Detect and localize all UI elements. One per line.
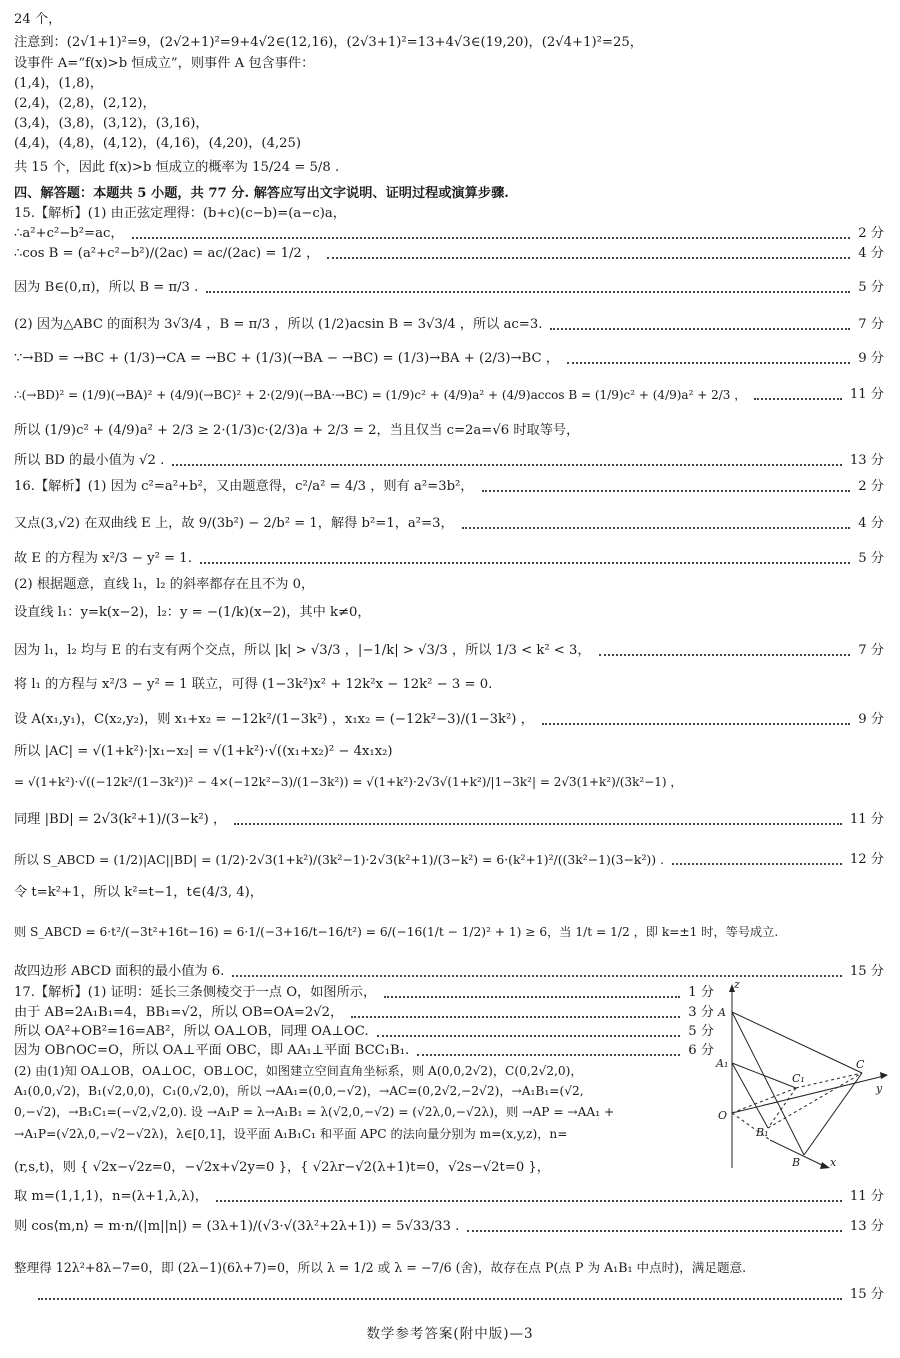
text-line: 设事件 A=“f(x)>b 恒成立”，则事件 A 包含事件： (14, 56, 315, 71)
edge-oc1 (732, 1088, 796, 1113)
text-line: →A₁P=(√2λ,0,−√2−√2λ)，λ∈[0,1]，设平面 A₁B₁C₁ 和平面 APC 的法向量分别为 m=(x,y,z)，n= (14, 1127, 568, 1141)
scored-line: 15 分 (38, 1285, 884, 1305)
text-line: 令 t=k²+1，所以 k²=t−1，t∈(4/3, 4)， (14, 885, 263, 900)
text-line: (4,4)，(4,8)，(4,12)，(4,16)，(4,20)，(4,25) (14, 136, 302, 151)
scored-line: (2) 因为△ABC 的面积为 3√3/4 ，B = π/3 ，所以 (1/2)acsin B = 3√3/4 ，所以 ac=3. 7 分 (14, 317, 884, 332)
edge-bc (804, 1073, 862, 1155)
text-line: A₁(0,0,√2)，B₁(√2,0,0)，C₁(0,√2,0)，所以 →AA₁=(0,0,−√2)，→AC=(0,2√2,−2√2)，→A₁B₁=(√2, (14, 1084, 584, 1098)
edge-b1c1 (768, 1088, 796, 1128)
edge-c1c (796, 1073, 862, 1088)
label-y: y (876, 1082, 883, 1095)
text-line: 则 S_ABCD = 6·t²/(−3t²+16t−16) = 6·1/(−3+16/t−16/t²) = 6/(−16(1/t − 1/2)² + 1) ≥ 6，当 1/t = 1/2 ，即 k=±1 时，等号成立. (14, 925, 779, 939)
scored-line: ∴cos B = (a²+c²−b²)/(2ac) = ac/(2ac) = 1/2 ， 4 分 (14, 246, 884, 261)
text-line: 0,−√2)，→B₁C₁=(−√2,√2,0). 设 →A₁P = λ→A₁B₁ = λ(√2,0,−√2) = (√2λ,0,−√2λ)，则 →AP = →AA₁ + (14, 1105, 615, 1119)
label-c1: C₁ (792, 1072, 805, 1085)
scored-line: 取 m=(1,1,1)，n=(λ+1,λ,λ)， 11 分 (14, 1189, 884, 1204)
scored-line: 同理 |BD| = 2√3(k²+1)/(3−k²) ， 11 分 (14, 812, 884, 827)
text-line: 设直线 l₁：y=k(x−2)，l₂：y = −(1/k)(x−2)，其中 k≠0， (14, 605, 371, 620)
text-line: 15.【解析】(1) 由正弦定理得：(b+c)(c−b)=(a−c)a， (14, 206, 346, 221)
text-line: (3,4)，(3,8)，(3,12)，(3,16)， (14, 116, 209, 131)
text-line: 所以 (1/9)c² + (4/9)a² + 2/3 ≥ 2·(1/3)c·(2/3)a + 2/3 = 2，当且仅当 c=2a=√6 时取等号， (14, 423, 580, 438)
text-line: 共 15 个，因此 f(x)>b 恒成立的概率为 15/24 = 5/8 . (14, 160, 340, 175)
scored-line: 设 A(x₁,y₁)，C(x₂,y₂)，则 x₁+x₂ = −12k²/(1−3k²) ，x₁x₂ = (−12k²−3)/(1−3k²) ， 9 分 (14, 712, 884, 727)
y-arrow-icon (880, 1072, 888, 1079)
scored-line: 故四边形 ABCD 面积的最小值为 6. 15 分 (14, 964, 884, 979)
text-line: = √(1+k²)·√((−12k²/(1−3k²))² − 4×(−12k²−3)/(1−3k²)) = √(1+k²)·2√3√(1+k²)/|1−3k²| = 2√3(1+k²)/(3k²−1) ， (14, 775, 683, 789)
text-line: 24 个， (14, 12, 62, 27)
scored-line: 所以 S_ABCD = (1/2)|AC||BD| = (1/2)·2√3(1+k²)/(3k²−1)·2√3(k²+1)/(3−k²) = 6·(k²+1)²/((3k²−1)(3−k²)) . 12 分 (14, 852, 884, 867)
label-c: C (856, 1058, 865, 1071)
label-o: O (718, 1109, 728, 1122)
scored-line: 又点(3,√2) 在双曲线 E 上，故 9/(3b²) − 2/b² = 1，解得 b²=1，a²=3， 4 分 (14, 516, 884, 531)
y-axis (732, 1076, 884, 1113)
label-b1: B₁ (756, 1126, 769, 1139)
frustum-figure (712, 978, 892, 1173)
scored-line: 因为 l₁，l₂ 均与 E 的右支有两个交点，所以 |k| > √3/3 ，|−1/k| > √3/3 ，所以 1/3 < k² < 3， 7 分 (14, 643, 884, 658)
scored-line: 16.【解析】(1) 因为 c²=a²+b²，又由题意得，c²/a² = 4/3 ，则有 a²=3b²， 2 分 (14, 479, 884, 494)
scored-line: ∴a²+c²−b²=ac， 2 分 (14, 226, 884, 241)
section-heading: 四、解答题：本题共 5 小题，共 77 分. 解答应写出文字说明、证明过程或演算步骤. (14, 186, 509, 201)
scored-line: ∴(→BD)² = (1/9)(→BA)² + (4/9)(→BC)² + 2·(2/9)(→BA·→BC) = (1/9)c² + (4/9)a² + (4/9)accos B = (1/9)c² + (4/9)a² + 2/3 ， 11 分 (14, 387, 884, 402)
scored-line: ∵→BD = →BC + (1/3)→CA = →BC + (1/3)(→BA − →BC) = (1/3)→BA + (2/3)→BC ， 9 分 (14, 351, 884, 366)
label-b: B (792, 1156, 801, 1169)
text-line: (2) 由(1)知 OA⊥OB，OA⊥OC，OB⊥OC，如图建立空间直角坐标系，则 A(0,0,2√2)，C(0,2√2,0)， (14, 1064, 583, 1078)
page-footer: 数学参考答案(附中版)—3 (366, 1326, 534, 1342)
scored-line: 由于 AB=2A₁B₁=4，BB₁=√2，所以 OB=OA=2√2， 3 分 (14, 1005, 714, 1020)
label-x: x (830, 1156, 837, 1169)
label-a1: A₁ (716, 1057, 729, 1070)
edge-a1c1 (732, 1063, 796, 1088)
scored-line: 故 E 的方程为 x²/3 − y² = 1. 5 分 (14, 551, 884, 566)
scored-line: 因为 OB∩OC=O，所以 OA⊥平面 OBC，即 AA₁⊥平面 BCC₁B₁. 6 分 (14, 1043, 714, 1058)
edge-ac (732, 1012, 862, 1073)
label-z: z (734, 978, 740, 991)
text-line: (1,4)，(1,8)， (14, 76, 103, 91)
text-line: (2) 根据题意，直线 l₁，l₂ 的斜率都存在且不为 0， (14, 577, 315, 592)
text-line: (2,4)，(2,8)，(2,12)， (14, 96, 156, 111)
x-arrow-icon (820, 1162, 830, 1169)
scored-line: 则 cos⟨m,n⟩ = m·n/(|m||n|) = (3λ+1)/(√3·√(3λ²+2λ+1)) = 5√33/33 . 13 分 (14, 1219, 884, 1234)
text-line: 注意到：(2√1+1)²=9，(2√2+1)²=9+4√2∈(12,16)，(2√3+1)²=13+4√3∈(19,20)，(2√4+1)²=25， (14, 35, 643, 50)
text-line: 所以 |AC| = √(1+k²)·|x₁−x₂| = √(1+k²)·√((x₁+x₂)² − 4x₁x₂) (14, 744, 393, 759)
label-a: A (718, 1006, 726, 1019)
scored-line: 所以 OA²+OB²=16=AB²，所以 OA⊥OB，同理 OA⊥OC. 5 分 (14, 1024, 714, 1039)
scored-line: 17.【解析】(1) 证明：延长三条侧棱交于一点 O，如图所示， 1 分 (14, 985, 714, 1000)
text-line: 将 l₁ 的方程与 x²/3 − y² = 1 联立，可得 (1−3k²)x² + 12k²x − 12k² − 3 = 0. (14, 677, 493, 692)
text-line: 整理得 12λ²+8λ−7=0，即 (2λ−1)(6λ+7)=0，所以 λ = 1/2 或 λ = −7/6 (舍)，故存在点 P(点 P 为 A₁B₁ 中点时)，满足题意. (14, 1260, 747, 1275)
scored-line: 所以 BD 的最小值为 √2 . 13 分 (14, 453, 884, 468)
text-line: (r,s,t)，则 { √2x−√2z=0，−√2x+√2y=0 }，{ √2λr−√2(λ+1)t=0，√2s−√2t=0 }， (14, 1160, 550, 1175)
scored-line: 因为 B∈(0,π)，所以 B = π/3 . 5 分 (14, 280, 884, 295)
